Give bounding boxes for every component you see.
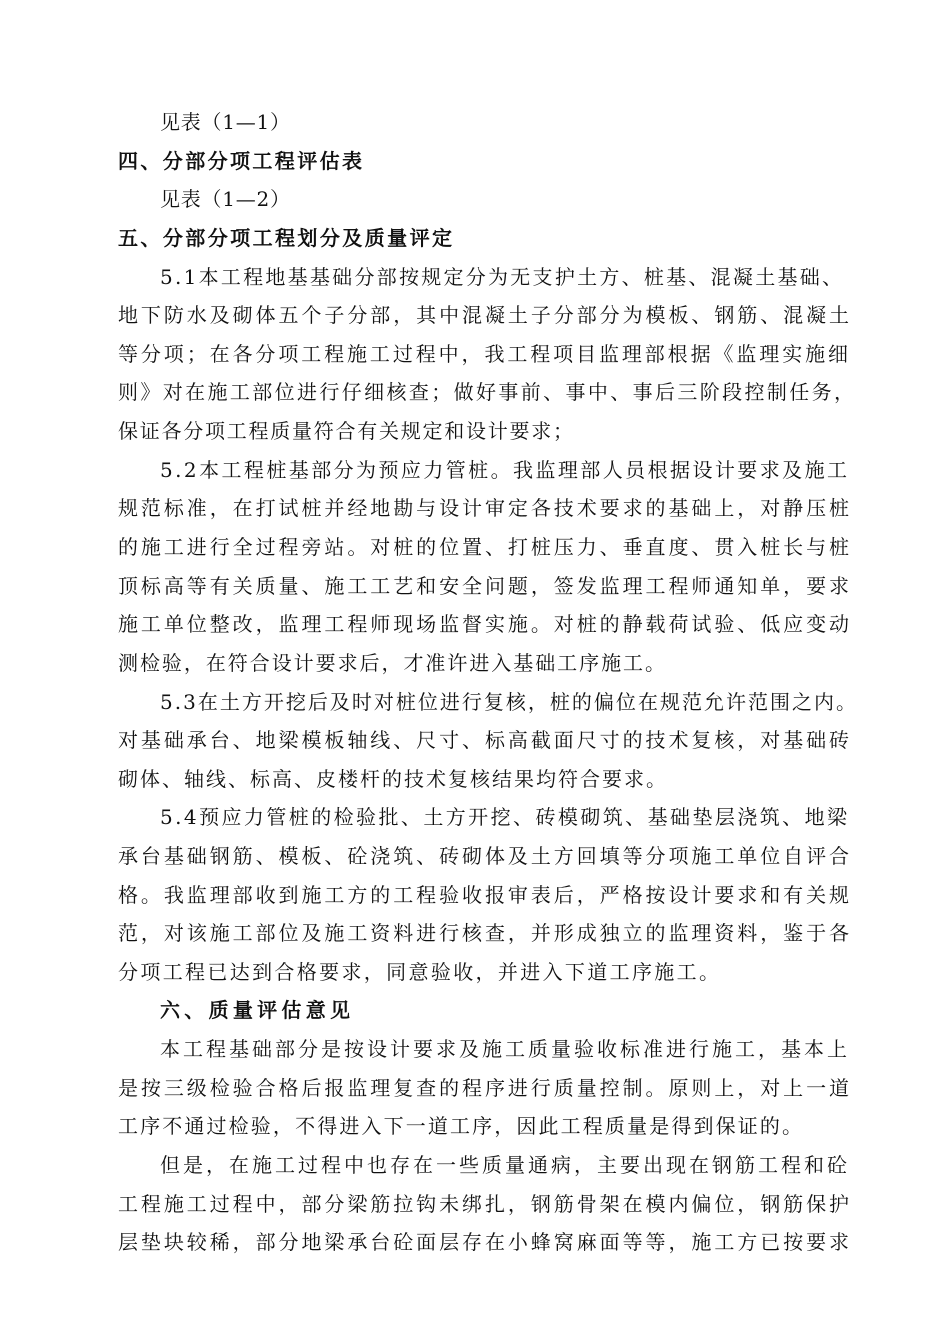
paragraph-5-4-line: 5.4预应力管桩的检验批、土方开挖、砖模砌筑、基础垫层浇筑、地梁 [160,805,850,829]
paragraph-5-1-line: 5.1本工程地基基础分部按规定分为无支护土方、桩基、混凝土基础、 [160,265,845,289]
paragraph-5-1-line: 等分项；在各分项工程施工过程中，我工程项目监理部根据《监理实施细 [118,342,851,366]
paragraph-5-2-line: 的施工进行全过程旁站。对桩的位置、打桩压力、垂直度、贯入桩长与桩 [118,535,852,559]
paragraph-5-1-line: 保证各分项工程质量符合有关规定和设计要求； [118,419,575,443]
paragraph-5-3-line: 砌体、轴线、标高、皮楼杆的技术复核结果均符合要求。 [118,767,668,791]
paragraph-issues-line: 层垫块较稀，部分地梁承台砼面层存在小蜂窝麻面等等，施工方已按要求 [118,1230,852,1254]
paragraph-5-4-line: 格。我监理部收到施工方的工程验收报审表后，严格按设计要求和有关规 [118,883,852,907]
text-line-ref-1-2: 见表（1—2） [160,187,291,211]
paragraph-5-1-line: 地下防水及砌体五个子分部，其中混凝土子分部分为模板、钢筋、混凝土 [118,303,852,327]
paragraph-5-2-line: 施工单位整改，监理工程师现场监督实施。对桩的静载荷试验、低应变动 [118,612,852,636]
paragraph-5-2-line: 顶标高等有关质量、施工工艺和安全问题，签发监理工程师通知单，要求 [118,574,852,598]
paragraph-5-2-line: 测检验，在符合设计要求后，才准许进入基础工序施工。 [118,651,667,675]
section-heading-4: 四、分部分项工程评估表 [118,149,365,173]
paragraph-5-1-line: 则》对在施工部位进行仔细核查；做好事前、事中、事后三阶段控制任务， [118,380,857,404]
paragraph-5-4-line: 承台基础钢筋、模板、砼浇筑、砖砌体及土方回填等分项施工单位自评合 [118,844,852,868]
paragraph-quality-line: 是按三级检验合格后报监理复查的程序进行质量控制。原则上，对上一道 [118,1076,852,1100]
section-heading-6: 六、质量评估意见 [160,998,355,1022]
paragraph-issues-line: 工程施工过程中，部分梁筋拉钩未绑扎，钢筋骨架在模内偏位，钢筋保护 [118,1192,852,1216]
paragraph-quality-line: 本工程基础部分是按设计要求及施工质量验收标准进行施工，基本上 [160,1037,850,1061]
text-line-ref-1-1: 见表（1—1） [160,110,291,134]
paragraph-quality-line: 工序不通过检验，不得进入下一道工序，因此工程质量是得到保证的。 [118,1114,805,1138]
paragraph-5-2-line: 规范标准，在打试桩并经地勘与设计审定各技术要求的基础上，对静压桩 [118,496,852,520]
paragraph-5-4-line: 分项工程已达到合格要求，同意验收，并进入下道工序施工。 [118,960,722,984]
paragraph-5-3-line: 5.3在土方开挖后及时对桩位进行复核，桩的偏位在规范允许范围之内。 [160,690,858,714]
paragraph-5-3-line: 对基础承台、地梁模板轴线、尺寸、标高截面尺寸的技术复核，对基础砖 [118,728,852,752]
paragraph-5-2-line: 5.2本工程桩基部分为预应力管桩。我监理部人员根据设计要求及施工 [160,458,850,482]
paragraph-5-4-line: 范，对该施工部位及施工资料进行核查，并形成独立的监理资料，鉴于各 [118,921,852,945]
paragraph-issues-line: 但是，在施工过程中也存在一些质量通病，主要出现在钢筋工程和砼 [160,1153,850,1177]
section-heading-5: 五、分部分项工程划分及质量评定 [118,226,455,250]
